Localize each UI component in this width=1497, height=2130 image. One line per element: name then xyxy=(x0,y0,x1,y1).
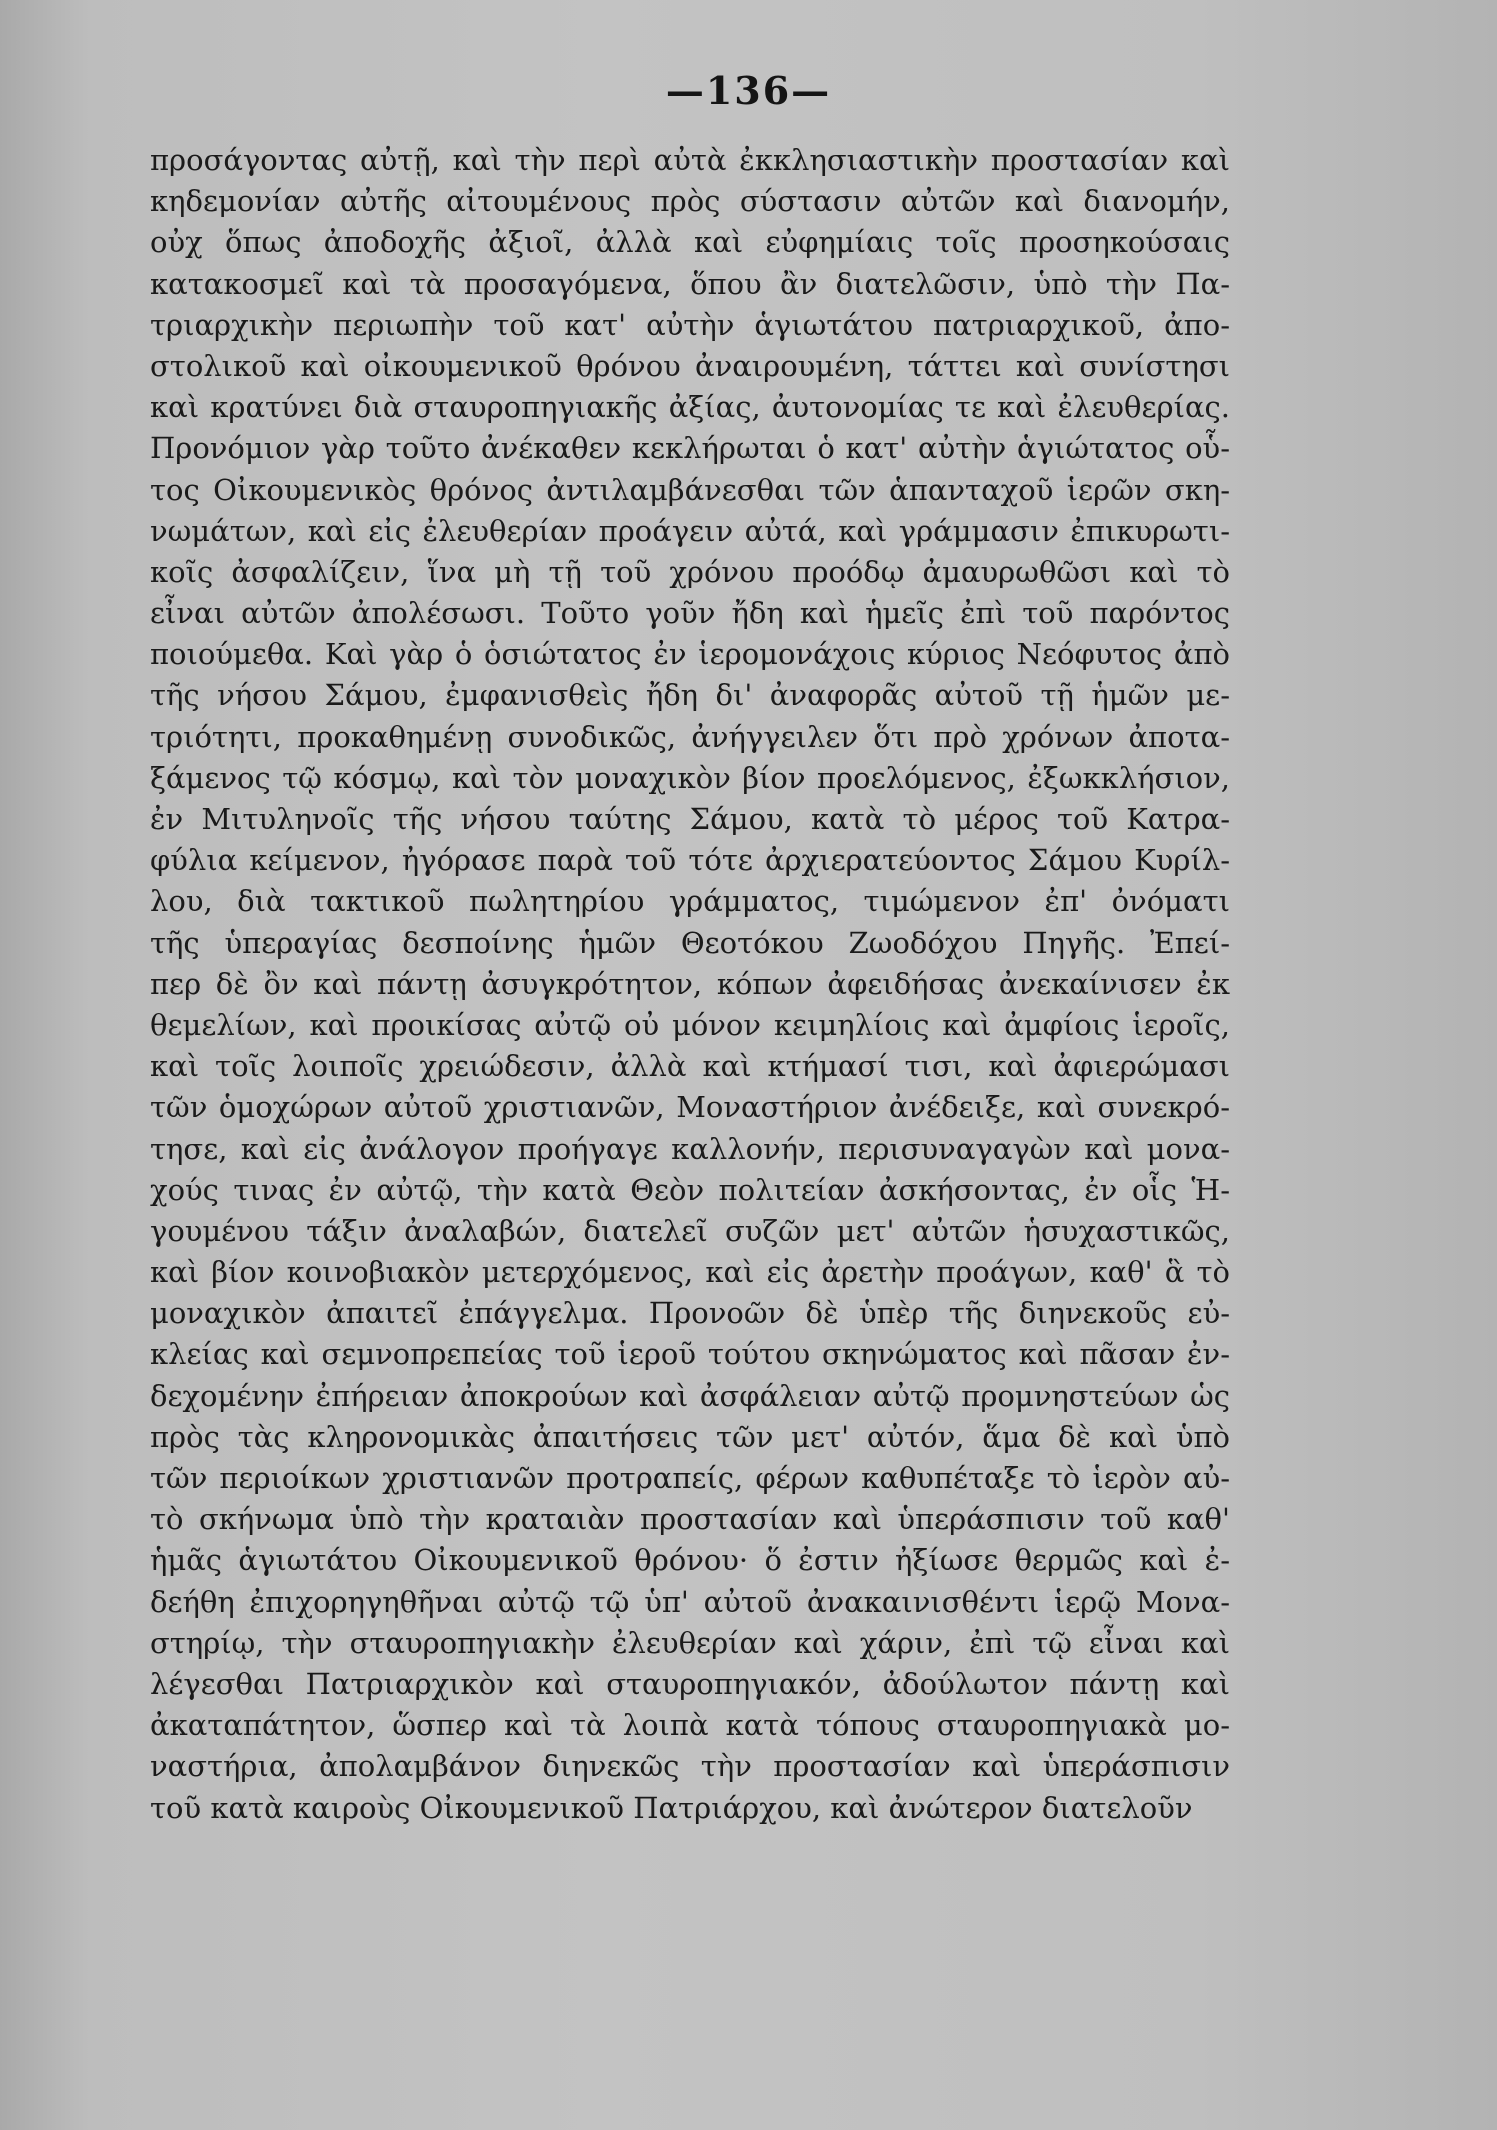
text-line: δεχομένην ἐπήρειαν ἀποκρούων καὶ ἀσφάλειαν αὐτῷ προμνηστεύων ὡς xyxy=(150,1378,1230,1413)
text-line: ἀκαταπάτητον, ὥσπερ καὶ τὰ λοιπὰ κατὰ τόπους σταυροπηγιακὰ μο- xyxy=(150,1708,1230,1743)
text-line: κοῖς ἀσφαλίζειν, ἵνα μὴ τῇ τοῦ χρόνου προόδῳ ἀμαυρωθῶσι καὶ τὸ xyxy=(150,554,1230,589)
text-line: τοῦ κατὰ καιροὺς Οἰκουμενικοῦ Πατριάρχου, καὶ ἀνώτερον διατελοῦν xyxy=(150,1790,1193,1825)
page-number: —136— xyxy=(665,68,832,113)
text-line: τὸ σκήνωμα ὑπὸ τὴν κραταιὰν προστασίαν καὶ ὑπεράσπισιν τοῦ καθ' xyxy=(150,1502,1230,1537)
text-line: κηδεμονίαν αὐτῆς αἰτουμένους πρὸς σύστασιν αὐτῶν καὶ διανομήν, xyxy=(150,184,1230,219)
text-line: πρὸς τὰς κληρονομικὰς ἀπαιτήσεις τῶν μετ' αὐτόν, ἅμα δὲ καὶ ὑπὸ xyxy=(150,1419,1230,1454)
text-line: ἡμᾶς ἁγιωτάτου Οἰκουμενικοῦ θρόνου· ὅ ἐστιν ἠξίωσε θερμῶς καὶ ἐ- xyxy=(150,1543,1230,1578)
text-line: οὐχ ὅπως ἀποδοχῆς ἀξιοῖ, ἀλλὰ καὶ εὐφημίαις τοῖς προσηκούσαις xyxy=(150,225,1230,260)
text-line: δεήθη ἐπιχορηγηθῆναι αὐτῷ τῷ ὑπ' αὐτοῦ ἀνακαινισθέντι ἱερῷ Μονα- xyxy=(150,1584,1230,1619)
text-line: τῆς ὑπεραγίας δεσποίνης ἡμῶν Θεοτόκου Ζωοδόχου Πηγῆς. Ἐπεί- xyxy=(150,925,1230,960)
text-line: ξάμενος τῷ κόσμῳ, καὶ τὸν μοναχικὸν βίον προελόμενος, ἐξωκκλήσιον, xyxy=(150,760,1230,795)
text-line: τος Οἰκουμενικὸς θρόνος ἀντιλαμβάνεσθαι τῶν ἁπανταχοῦ ἱερῶν σκη- xyxy=(150,472,1230,507)
text-line: φύλια κείμενον, ἠγόρασε παρὰ τοῦ τότε ἀρχιερατεύοντος Σάμου Κυρίλ- xyxy=(150,843,1230,878)
text-line: ἐν Μιτυληνοῖς τῆς νήσου ταύτης Σάμου, κατὰ τὸ μέρος τοῦ Κατρα- xyxy=(150,802,1230,836)
text-line: στολικοῦ καὶ οἰκουμενικοῦ θρόνου ἀναιρουμένη, τάττει καὶ συνίστησι xyxy=(150,348,1230,383)
text-line: θεμελίων, καὶ προικίσας αὐτῷ οὐ μόνον κειμηλίοις καὶ ἀμφίοις ἱεροῖς, xyxy=(150,1007,1230,1042)
text-line: μοναχικὸν ἀπαιτεῖ ἐπάγγελμα. Προνοῶν δὲ ὑπὲρ τῆς διηνεκοῦς εὐ- xyxy=(150,1296,1230,1331)
text-line: τησε, καὶ εἰς ἀνάλογον προήγαγε καλλονήν, περισυναγαγὼν καὶ μονα- xyxy=(150,1131,1230,1166)
text-line: τῶν ὁμοχώρων αὐτοῦ χριστιανῶν, Μοναστήριον ἀνέδειξε, καὶ συνεκρό- xyxy=(150,1090,1230,1125)
text-line: τῶν περιοίκων χριστιανῶν προτραπείς, φέρων καθυπέταξε τὸ ἱερὸν αὐ- xyxy=(150,1461,1230,1495)
text-line: χούς τινας ἐν αὐτῷ, τὴν κατὰ Θεὸν πολιτείαν ἀσκήσοντας, ἐν οἷς Ἡ- xyxy=(150,1172,1230,1207)
text-line: νωμάτων, καὶ εἰς ἐλευθερίαν προάγειν αὐτά, καὶ γράμμασιν ἐπικυρωτι- xyxy=(150,513,1230,548)
text-line: προσάγοντας αὐτῇ, καὶ τὴν περὶ αὐτὰ ἐκκλησιαστικὴν προστασίαν καὶ xyxy=(150,143,1230,177)
text-line: κατακοσμεῖ καὶ τὰ προσαγόμενα, ὅπου ἂν διατελῶσιν, ὑπὸ τὴν Πα- xyxy=(150,266,1230,301)
text-line: καὶ κρατύνει διὰ σταυροπηγιακῆς ἀξίας, ἀυτονομίας τε καὶ ἐλευθερίας. xyxy=(150,390,1230,425)
text-line: γουμένου τάξιν ἀναλαβών, διατελεῖ συζῶν μετ' αὐτῶν ἡσυχαστικῶς, xyxy=(150,1213,1230,1248)
body-text xyxy=(150,140,1230,1829)
text-line: λέγεσθαι Πατριαρχικὸν καὶ σταυροπηγιακόν, ἀδούλωτον πάντῃ καὶ xyxy=(150,1666,1230,1701)
text-line: τῆς νήσου Σάμου, ἐμφανισθεὶς ἤδη δι' ἀναφορᾶς αὐτοῦ τῇ ἡμῶν με- xyxy=(150,678,1230,713)
text-line: περ δὲ ὂν καὶ πάντῃ ἀσυγκρότητον, κόπων ἀφειδήσας ἀνεκαίνισεν ἐκ xyxy=(150,966,1230,1001)
text-line: στηρίῳ, τὴν σταυροπηγιακὴν ἐλευθερίαν καὶ χάριν, ἐπὶ τῷ εἶναι καὶ xyxy=(150,1625,1230,1660)
text-line: ποιούμεθα. Καὶ γὰρ ὁ ὁσιώτατος ἐν ἱερομονάχοις κύριος Νεόφυτος ἀπὸ xyxy=(150,637,1230,672)
text-line: καὶ βίον κοινοβιακὸν μετερχόμενος, καὶ εἰς ἀρετὴν προάγων, καθ' ἃ τὸ xyxy=(150,1255,1230,1290)
text-line: εἶναι αὐτῶν ἀπολέσωσι. Τοῦτο γοῦν ἤδη καὶ ἡμεῖς ἐπὶ τοῦ παρόντος xyxy=(150,596,1230,631)
text-line: ναστήρια, ἀπολαμβάνον διηνεκῶς τὴν προστασίαν καὶ ὑπεράσπισιν xyxy=(150,1749,1230,1784)
text-line: λου, διὰ τακτικοῦ πωλητηρίου γράμματος, τιμώμενον ἐπ' ὀνόματι xyxy=(150,884,1230,919)
text-line: Προνόμιον γὰρ τοῦτο ἀνέκαθεν κεκλήρωται ὁ κατ' αὐτὴν ἁγιώτατος οὗ- xyxy=(150,431,1230,466)
text-line: κλείας καὶ σεμνοπρεπείας τοῦ ἱεροῦ τούτου σκηνώματος καὶ πᾶσαν ἐν- xyxy=(150,1337,1230,1372)
text-line: τριαρχικὴν περιωπὴν τοῦ κατ' αὐτὴν ἁγιωτάτου πατριαρχικοῦ, ἀπο- xyxy=(150,307,1230,342)
text-line: τριότητι, προκαθημένῃ συνοδικῶς, ἀνήγγειλεν ὅτι πρὸ χρόνων ἀποτα- xyxy=(150,719,1230,754)
text-line: καὶ τοῖς λοιποῖς χρειώδεσιν, ἀλλὰ καὶ κτήμασί τισι, καὶ ἀφιερώμασι xyxy=(150,1049,1230,1084)
